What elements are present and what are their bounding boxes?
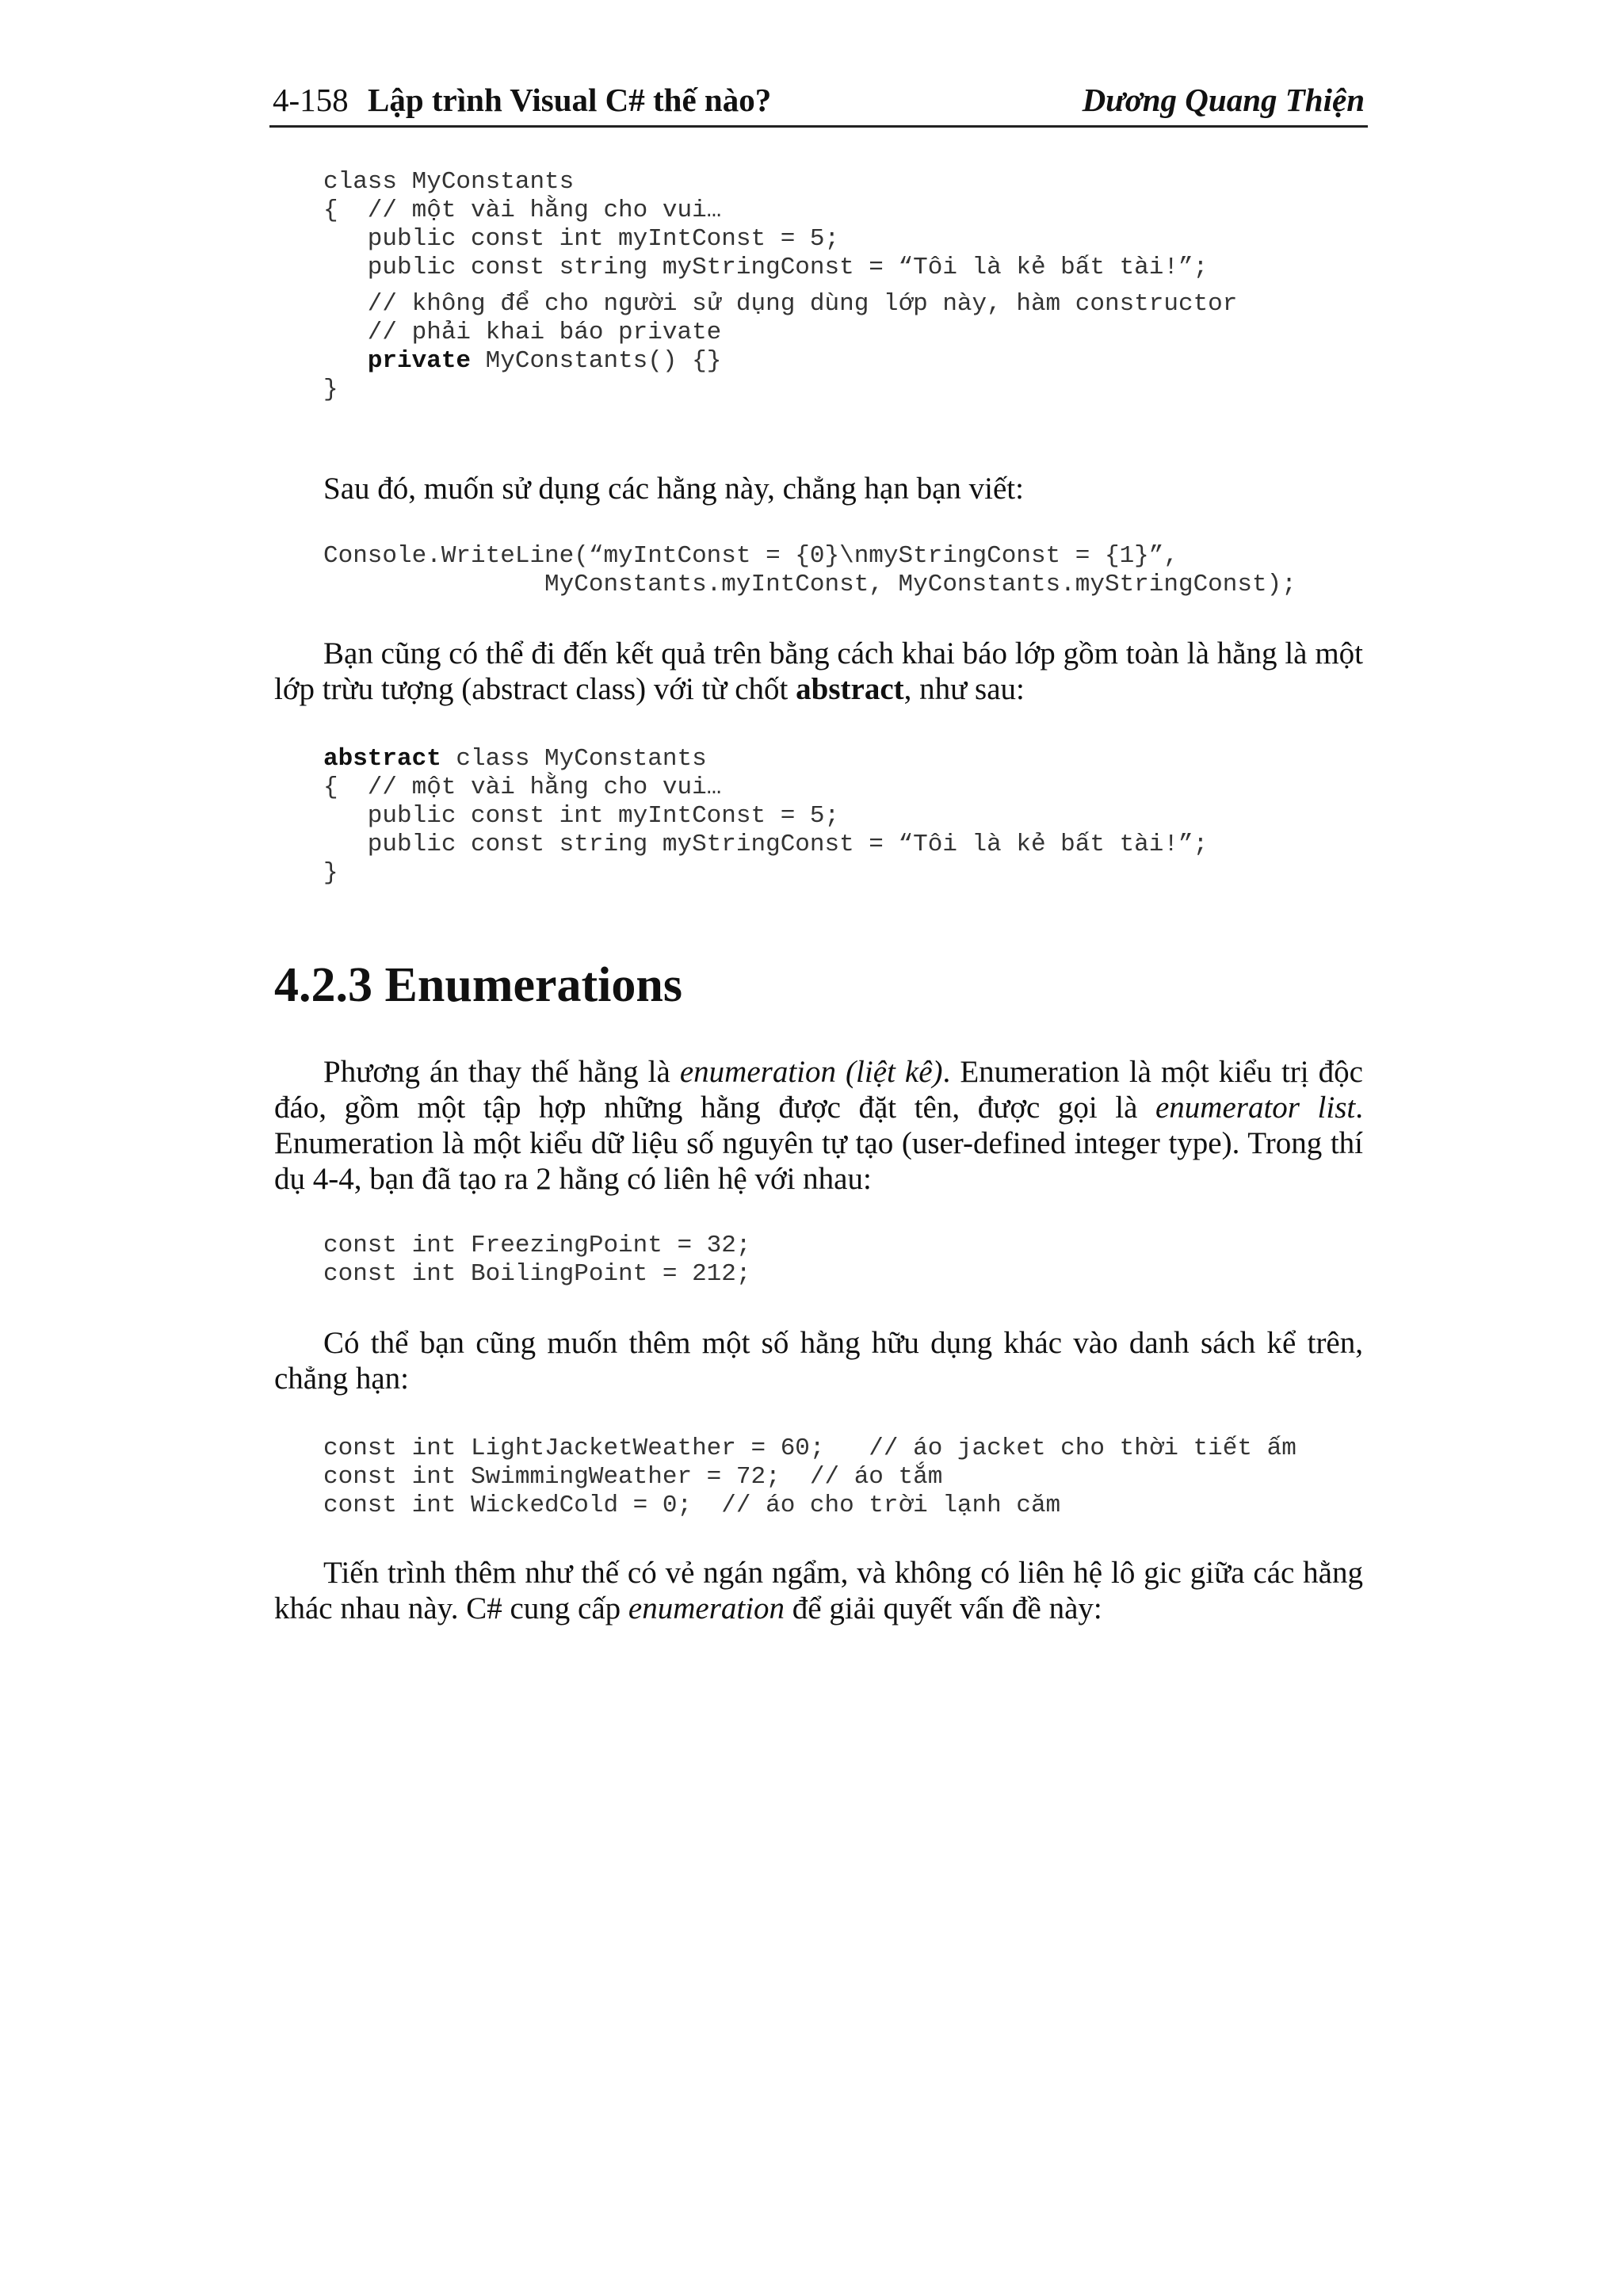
paragraph-enumeration-intro: Phương án thay thế hằng là enumeration (liệt kê). Enumeration là một kiểu trị độc đáo, gồm một tập hợp những hằng được đặt tên, được gọi là enumerator list. Enumeration là một kiểu dữ liệu số nguyên tự tạo (user-defined integer type). Trong thí dụ 4-4, bạn đã tạo ra 2 hằng có liên hệ với nhau: xyxy=(274,1055,1363,1196)
code-line: const int BoilingPoint = 212; xyxy=(323,1260,751,1288)
code-line: public const int myIntConst = 5; xyxy=(323,802,840,830)
bold-abstract-keyword: abstract xyxy=(796,672,904,706)
code-line: } xyxy=(323,376,338,403)
code-line: class MyConstants xyxy=(323,168,575,196)
code-block-freezing-boiling xyxy=(323,1232,751,1289)
italic-term: enumeration xyxy=(628,1591,785,1626)
code-block-private-constructor xyxy=(323,168,1237,404)
code-line: public const string myStringConst = “Tôi là kẻ bất tài!”; xyxy=(323,831,1209,858)
code-line: MyConstants() {} xyxy=(471,347,722,375)
code-line: // không để cho người sử dụng dùng lớp này, hàm constructor xyxy=(323,290,1238,318)
section-heading: 4.2.3 Enumerations xyxy=(274,958,682,1012)
code-line: const int LightJacketWeather = 60; // áo jacket cho thời tiết ấm xyxy=(323,1435,1296,1462)
code-line: } xyxy=(323,859,338,887)
code-line: const int FreezingPoint = 32; xyxy=(323,1232,751,1259)
italic-term: enumerator list xyxy=(1155,1091,1356,1125)
page-header xyxy=(269,76,1368,128)
code-line: { // một vài hằng cho vui… xyxy=(323,197,722,224)
code-line: const int WickedCold = 0; // áo cho trời lạnh căm xyxy=(323,1492,1061,1519)
paragraph-enumeration-solution: Tiến trình thêm như thế có vẻ ngán ngẩm, và không có liên hệ lô gic giữa các hằng khác nhau này. C# cung cấp enumeration để giải quyết vấn đề này: xyxy=(274,1556,1363,1626)
code-line: Console.WriteLine(“myIntConst = {0}\nmyStringConst = {1}”, xyxy=(323,542,1178,570)
code-line: // phải khai báo private xyxy=(323,319,722,346)
code-block-weather-constants xyxy=(323,1435,1296,1520)
code-keyword-private: private xyxy=(367,347,472,375)
paragraph-more-constants: Có thể bạn cũng muốn thêm một số hằng hữu dụng khác vào danh sách kể trên, chẳng hạn: xyxy=(274,1326,1363,1396)
paragraph-abstract-class: Bạn cũng có thể đi đến kết quả trên bằng cách khai báo lớp gồm toàn là hằng là một lớp trừu tượng (abstract class) với từ chốt abstract, như sau: xyxy=(274,636,1363,706)
paragraph-usage-intro: Sau đó, muốn sử dụng các hằng này, chẳng hạn bạn viết: xyxy=(323,472,1024,506)
code-block-console-writeline xyxy=(323,542,1296,599)
code-line: class MyConstants xyxy=(441,745,707,773)
code-keyword-abstract: abstract xyxy=(323,745,441,773)
code-line: public const int myIntConst = 5; xyxy=(323,225,840,253)
code-block-abstract-class xyxy=(323,745,1208,888)
book-title: Lập trình Visual C# thế nào? xyxy=(368,82,772,118)
italic-term: enumeration (liệt kê) xyxy=(679,1055,943,1089)
code-line: { // một vài hằng cho vui… xyxy=(323,774,722,801)
code-line: MyConstants.myIntConst, MyConstants.myStringConst); xyxy=(323,571,1296,598)
code-line: public const string myStringConst = “Tôi là kẻ bất tài!”; xyxy=(323,254,1209,281)
code-line: const int SwimmingWeather = 72; // áo tắm xyxy=(323,1463,943,1491)
page-number: 4-158 xyxy=(273,82,349,118)
author-name: Dương Quang Thiện xyxy=(1082,82,1365,118)
